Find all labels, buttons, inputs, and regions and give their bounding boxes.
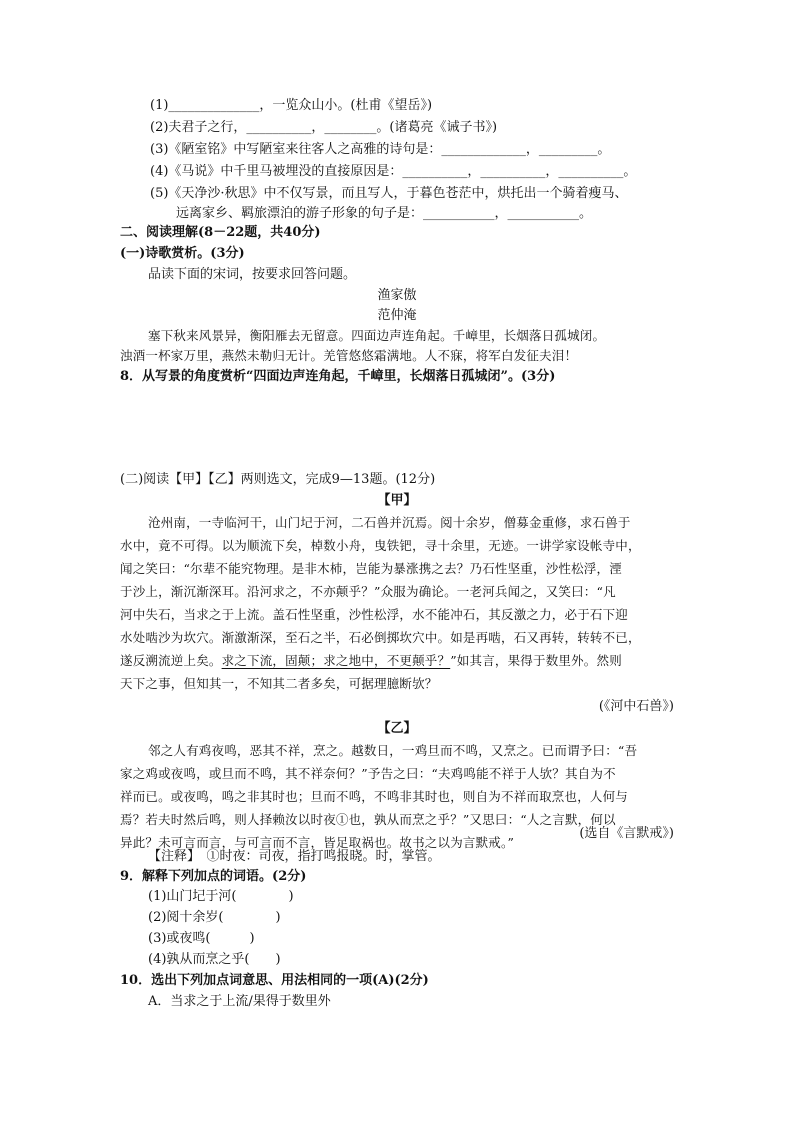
question-8: 8．从写景的角度赏析“四面边声连角起，千嶂里，长烟落日孤城闭”。(3分): [120, 369, 556, 384]
fill-question-4: (4)《马说》中千里马被埋没的直接原因是：__________，__________，__________。: [150, 164, 637, 179]
question-9-item-4: (4)孰从而烹之乎( ): [148, 952, 281, 967]
fill-question-2: (2)夫君子之行，__________，________。(诸葛亮《诫子书》): [150, 120, 498, 135]
jia-line-7: [120, 652, 622, 670]
yi-line-3: 祥而已。或夜鸣，鸣之非其时也；旦而不鸣，不鸣非其时也，则自为不祥而取烹也，人何与: [120, 789, 629, 804]
question-9-item-2: (2)阅十余岁( ): [148, 910, 281, 925]
question-10: 10．选出下列加点词意思、用法相同的一项(A)(2分): [120, 973, 429, 988]
jia-line-2: 水中，竟不可得。以为顺流下矣，棹数小舟，曳铁钯，寻十余里，无迹。一讲学家设帐寺中，: [120, 538, 641, 553]
jia-source: (《河中石兽》): [598, 699, 674, 714]
question-9-item-1: (1)山门圮于河( ): [148, 889, 294, 904]
jia-underlined-sentence: 求之下流，固颠；求之地中，不更颠乎？: [221, 653, 451, 668]
annotation-note: 【注释】 ①时夜：司夜，指打鸣报晓。时，掌管。: [148, 849, 441, 864]
poetry-intro: 品读下面的宋词，按要求回答问题。: [148, 267, 357, 282]
question-9-item-3: (3)或夜鸣( ): [148, 931, 255, 946]
question-10-option-a: A．当求之于上流/果得于数里外: [148, 994, 331, 1009]
yi-line-5: 异此？未可言而言，与可言而不言，皆足取祸也。故书之以为言默戒。”: [120, 835, 515, 850]
poem-title: 渔家傲: [377, 288, 417, 303]
poem-line-1: 塞下秋来风景异，衡阳雁去无留意。四面边声连角起。千嶂里，长烟落日孤城闭。: [148, 328, 606, 343]
poetry-heading: (一)诗歌赏析。(3分): [120, 246, 245, 261]
jia-line-7-start: 遂反溯流逆上矣。: [120, 653, 222, 668]
jia-line-5: 河中失石，当求之于上流。盖石性坚重，沙性松浮，水不能冲石，其反激之力，必于石下迎: [120, 607, 629, 622]
jia-line-4: 于沙上，渐沉渐深耳。沿河求之，不亦颠乎？”众服为确论。一老河兵闻之，又笑曰：“凡: [120, 584, 616, 599]
fill-question-5-line2: 远离家乡、羁旅漂泊的游子形象的句子是：___________，___________。: [176, 206, 593, 221]
prose-heading: (二)阅读【甲】【乙】两则选文，完成9—13题。(12分): [120, 472, 436, 487]
jia-line-8: 天下之事，但知其一，不知其二者多矣，可据理臆断欤？: [120, 676, 438, 691]
passage-yi-label: 【乙】: [377, 721, 417, 736]
jia-line-3: 闻之笑曰：“尔辈不能究物理。是非木杮，岂能为暴涨携之去？乃石性坚重，沙性松浮，湮: [120, 561, 622, 576]
fill-question-1: (1)______________，一览众山小。(杜甫《望岳》): [150, 98, 433, 113]
jia-line-6: 水处啮沙为坎穴。渐激渐深，至石之半，石必倒掷坎穴中。如是再啮，石又再转，转转不已，: [120, 630, 641, 645]
poem-author: 范仲淹: [377, 308, 417, 323]
yi-line-4: 焉？若夫时然后鸣，则人择赖汝以时夜①也，孰从而烹之乎？”又思曰：“人之言默，何以: [120, 812, 616, 827]
fill-question-3: (3)《陋室铭》中写陋室来往客人之高雅的诗句是：_____________，_________。: [150, 142, 611, 157]
yi-line-1: 邻之人有鸡夜鸣，恶其不祥，烹之。越数日，一鸡旦而不鸣，又烹之。已而谓予曰：“吾: [148, 743, 638, 758]
jia-line-7-end: ”如其言，果得于数里外。然则: [450, 653, 622, 668]
yi-line-2: 家之鸡或夜鸣，或旦而不鸣，其不祥奈何？”予告之曰：“夫鸡鸣能不祥于人欤？其自为不: [120, 766, 616, 781]
passage-jia-label: 【甲】: [377, 493, 417, 508]
poem-line-2: 浊酒一杯家万里，燕然未勒归无计。羌管悠悠霜满地。人不寐，将军白发征夫泪！: [120, 348, 578, 363]
question-9: 9．解释下列加点的词语。(2分): [120, 869, 307, 884]
fill-question-5-line1: (5)《天净沙·秋思》中不仅写景，而且写人，于暮色苍茫中，烘托出一个骑着瘦马、: [150, 186, 628, 201]
jia-line-1: 沧州南，一寺临河干，山门圮于河，二石兽并沉焉。阅十余岁，僧募金重修，求石兽于: [148, 515, 631, 530]
yi-source: (选自《言默戒》): [579, 826, 674, 841]
section-title: 二、阅读理解(8－22题，共40分): [120, 225, 321, 240]
